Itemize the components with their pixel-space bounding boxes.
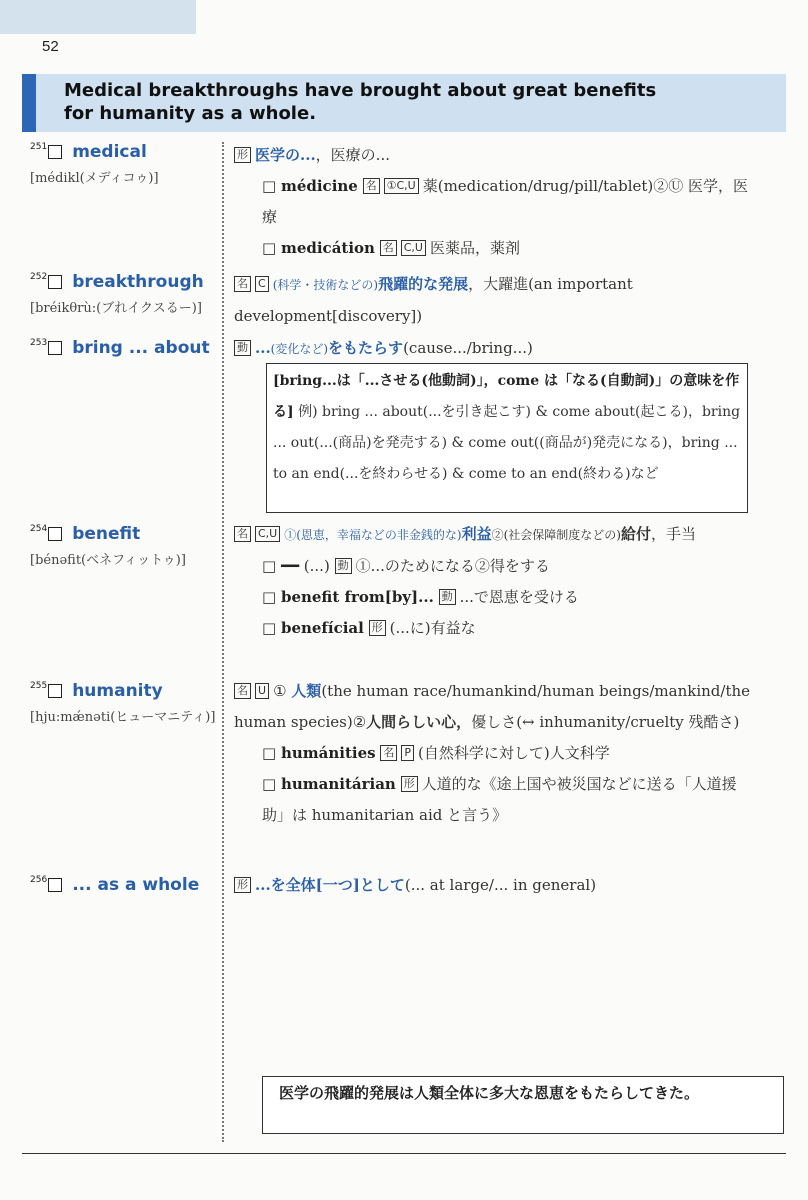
checkbox-icon[interactable] bbox=[48, 145, 62, 159]
derivative-word: médicine bbox=[280, 177, 358, 195]
headword: breakthrough bbox=[72, 272, 204, 292]
derivative-text: 医薬品，薬剤 bbox=[429, 239, 520, 257]
meaning-rest: ②(社会保障制度などの) bbox=[491, 528, 621, 542]
meaning: 飛躍的な発展 bbox=[378, 275, 469, 293]
headword: humanity bbox=[72, 681, 163, 701]
pos-tag: 名 bbox=[380, 240, 397, 256]
pos-tag: 動 bbox=[234, 340, 251, 356]
derivative-extra: (...) bbox=[303, 557, 330, 575]
meaning-2-rest: 優しさ(↔ inhumanity/cruelty 残酷さ) bbox=[471, 713, 740, 731]
pos-tag: 動 bbox=[335, 558, 352, 574]
derivative-text: 薬(medication/drug/pill/tablet)②Ⓤ 医学，医療 bbox=[262, 177, 749, 226]
derivative-text: (...に)有益な bbox=[389, 619, 476, 637]
entry-number: 253 bbox=[30, 338, 48, 348]
usage-tag: U bbox=[255, 683, 269, 699]
pos-tag: 名 bbox=[234, 683, 251, 699]
derivative-word: humanitárian bbox=[280, 775, 396, 793]
meaning-2-rest: ，手当 bbox=[651, 525, 697, 543]
meaning-prefix: ... bbox=[255, 339, 271, 357]
entry-bring-about-definition bbox=[234, 333, 754, 365]
usage-tag: C,U bbox=[401, 240, 426, 256]
usage-note: (変化など) bbox=[270, 342, 329, 356]
pronunciation: [bénəfit(ベネフィットゥ)] bbox=[30, 553, 186, 568]
headword: medical bbox=[72, 142, 147, 162]
pos-tag: 名 bbox=[234, 526, 251, 542]
pos-tag: 形 bbox=[401, 776, 418, 792]
derivative-text: (自然科学に対して)人文科学 bbox=[418, 744, 610, 762]
checkbox-icon[interactable] bbox=[48, 275, 62, 289]
meaning-2: 人間らしい心， bbox=[366, 713, 472, 731]
entry-benefit-definition: 名 C,U ①(恩恵，幸福などの非金銭的な)利益②(社会保障制度などの)給付，手当 □ ━━ (...) 動 ①...のためになる②得をする □ benefit from[by]... 動 ...で恩恵を受ける □ benefícial 形 (...に)有益な bbox=[234, 519, 754, 644]
key-sentence-banner bbox=[22, 74, 786, 132]
meaning: 人類 bbox=[291, 682, 322, 700]
pronunciation: [médikl(メディコゥ)] bbox=[30, 171, 159, 186]
entry-medical-head bbox=[30, 142, 225, 186]
translation-box: 医学の飛躍的発展は人類全体に多大な恩恵をもたらしてきた。 bbox=[262, 1076, 784, 1134]
meaning-rest: (cause.../bring...) bbox=[403, 339, 533, 357]
entry-breakthrough-head bbox=[30, 272, 225, 316]
usage-tag: P bbox=[401, 745, 414, 761]
usage-note-text: 例) bring ... about(...を引き起こす) & come about(起こる)，bring ... out(...(商品)を発売する) & come out((商品が)発売になる)，bring ... to an end(...を終わらせる) & come to an end(終わる)など bbox=[273, 404, 741, 482]
pos-tag: 形 bbox=[369, 620, 386, 636]
entry-humanity-definition: 名 U ① 人類(the human race/humankind/human beings/mankind/the human species)②人間らしい心，優しさ(↔ inhumanity/cruelty 残酷さ) □ humánities 名 P (自然科学に対して)人文科学 □ humanitárian 形 人道的な《途上国や被災国などに送る「人道援助」は humanitarian aid と言う》 bbox=[234, 682, 751, 824]
pos-tag: 形 bbox=[234, 147, 251, 163]
derivative-text: ①...のためになる②得をする bbox=[355, 557, 550, 575]
pronunciation: [bréikθrù:(ブれイクスるー)] bbox=[30, 301, 202, 316]
derivative-text: ...で恩恵を受ける bbox=[459, 588, 579, 606]
entry-benefit-head bbox=[30, 524, 225, 568]
entry-bring-about-head bbox=[30, 338, 225, 358]
key-sentence-line-1: Medical breakthroughs have brought about great benefits bbox=[64, 80, 657, 101]
entry-number: 255 bbox=[30, 681, 48, 691]
headword: bring ... about bbox=[72, 338, 210, 358]
checkbox-icon[interactable] bbox=[48, 341, 62, 355]
meaning-rest: ，医療の... bbox=[315, 146, 390, 164]
pos-tag: 名 bbox=[363, 178, 380, 194]
usage-note: (科学・技術などの) bbox=[272, 278, 379, 292]
meaning-rest: (... at large/... in general) bbox=[404, 876, 597, 894]
entry-number: 256 bbox=[30, 875, 48, 885]
checkbox-icon[interactable] bbox=[48, 878, 62, 892]
chapter-tab bbox=[0, 0, 196, 34]
meaning: 医学の... bbox=[255, 146, 316, 164]
meaning: をもたらす bbox=[328, 339, 404, 357]
key-sentence-line-2: for humanity as a whole. bbox=[64, 103, 317, 124]
usage-tag: C,U bbox=[255, 526, 280, 542]
headword: benefit bbox=[72, 524, 141, 544]
pos-tag: 名 bbox=[380, 745, 397, 761]
pos-tag: 形 bbox=[234, 877, 251, 893]
checkbox-icon[interactable] bbox=[48, 527, 62, 541]
usage-note-heading: [bring...は「...させる(他動詞)」，come は「なる(自動詞)」の意味を作る] bbox=[273, 373, 740, 420]
entry-as-a-whole-head bbox=[30, 875, 225, 895]
meaning-rest: ，大躍進(an important development[discovery]) bbox=[234, 275, 633, 325]
headword: ... as a whole bbox=[72, 875, 200, 895]
entry-number: 251 bbox=[30, 142, 48, 152]
pronunciation: [hju:mǽnəti(ヒューマニティ)] bbox=[30, 710, 216, 725]
derivative-word: benefit from[by]... bbox=[280, 588, 434, 606]
derivative-word: humánities bbox=[280, 744, 376, 762]
derivative-word: benefícial bbox=[280, 619, 364, 637]
derivative-word: medicátion bbox=[280, 239, 375, 257]
pos-tag: 動 bbox=[439, 589, 456, 605]
usage-note: ①(恩恵，幸福などの非金銭的な) bbox=[284, 528, 462, 542]
entry-number: 254 bbox=[30, 524, 48, 534]
entry-as-a-whole-definition bbox=[234, 870, 754, 901]
usage-note-box bbox=[266, 363, 748, 513]
key-sentence bbox=[64, 79, 656, 125]
entry-medical-definition: 形 医学の...，医療の... □ médicine 名 ①C,U 薬(medication/drug/pill/tablet)②Ⓤ 医学，医療 □ medicátion 名 C,U 医薬品，薬剤 bbox=[234, 140, 754, 264]
sense-number: ① bbox=[273, 682, 287, 700]
checkbox-icon[interactable] bbox=[48, 684, 62, 698]
usage-tag: C bbox=[255, 276, 269, 292]
meaning-2: 給付 bbox=[621, 525, 652, 543]
derivative-word: ━━ bbox=[280, 557, 300, 575]
meaning-rest: (the human race/humankind/human beings/mankind/the human species)② bbox=[234, 682, 751, 731]
meaning: 利益 bbox=[461, 525, 492, 543]
pos-tag: 名 bbox=[234, 276, 251, 292]
entry-humanity-head bbox=[30, 681, 225, 725]
meaning: ...を全体[一つ]として bbox=[255, 876, 405, 894]
usage-tag: ①C,U bbox=[384, 178, 419, 194]
entry-breakthrough-definition bbox=[234, 269, 754, 332]
entry-number: 252 bbox=[30, 272, 48, 282]
derivative-text: 人道的な《途上国や被災国などに送る「人道援助」は humanitarian aid と言う》 bbox=[262, 775, 737, 824]
bottom-rule bbox=[22, 1153, 786, 1154]
page-number: 52 bbox=[42, 38, 59, 55]
banner-accent-bar bbox=[22, 74, 36, 132]
